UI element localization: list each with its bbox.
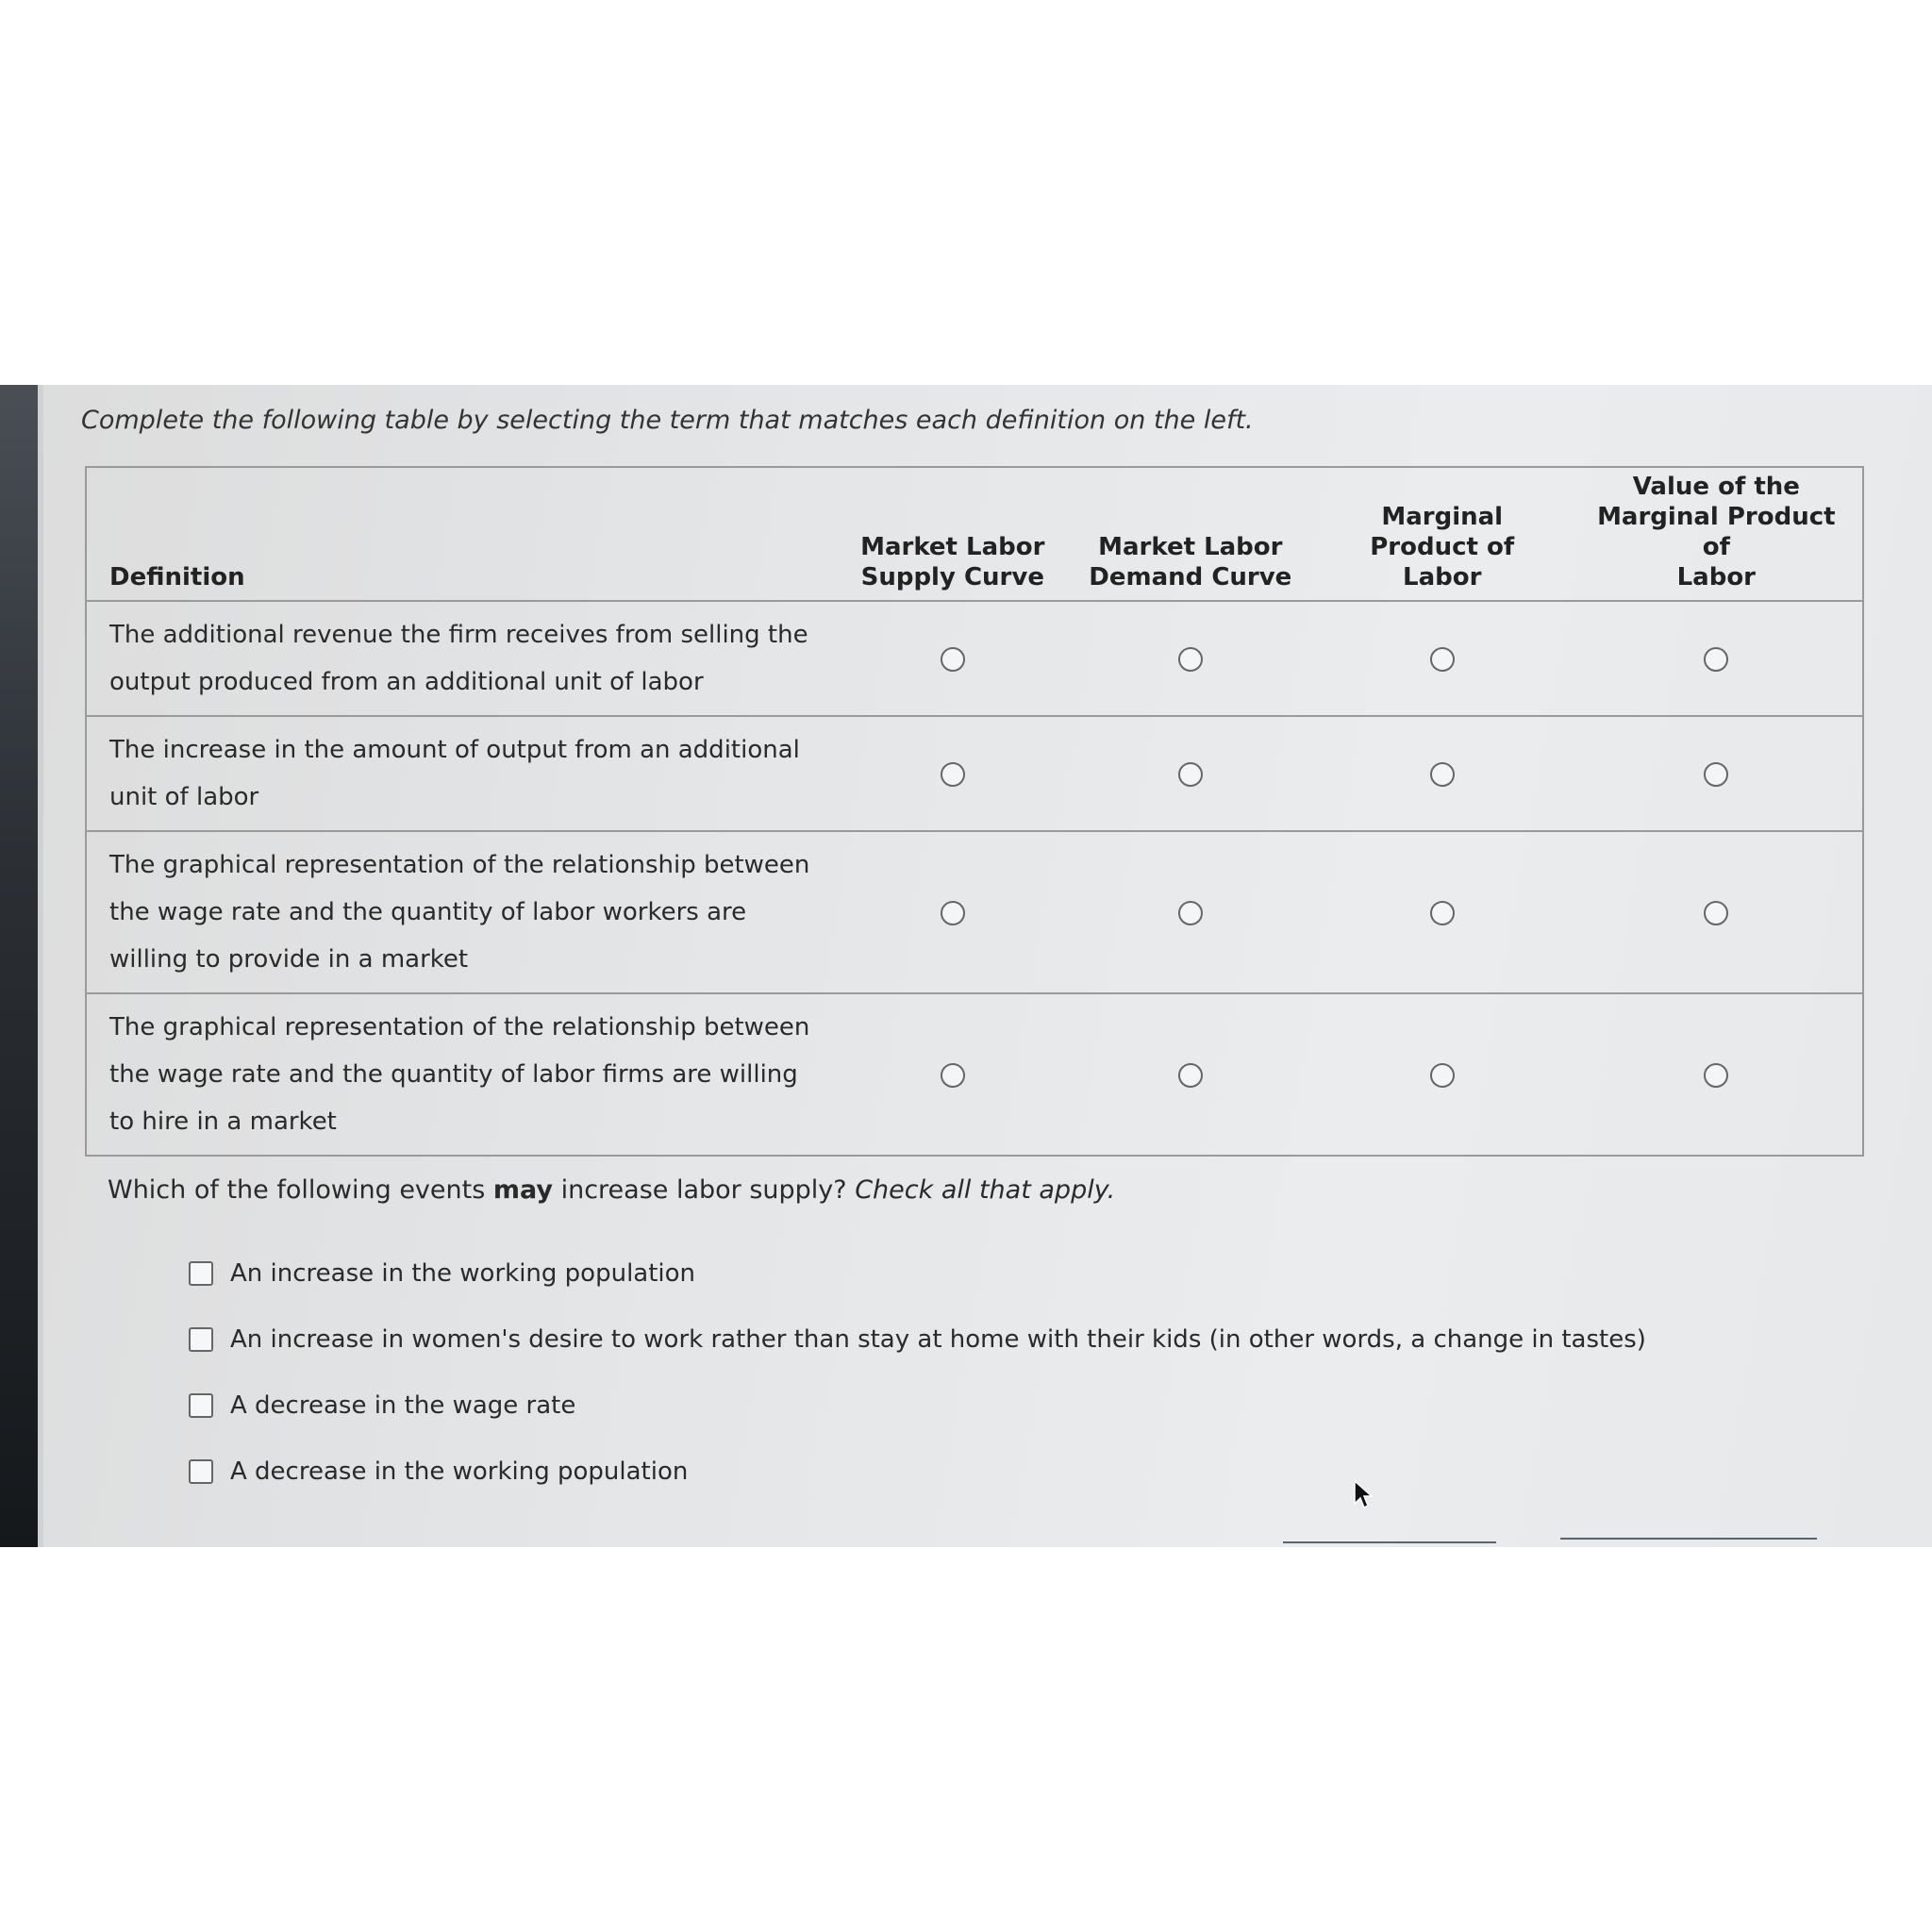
table-row <box>86 993 1863 1156</box>
column-header-line: Market Labor <box>1098 533 1283 561</box>
radio-marginal-product-row-2[interactable] <box>1430 762 1455 787</box>
radio-cell <box>1571 831 1863 993</box>
radio-cell <box>1067 716 1314 831</box>
question-emphasis: may <box>492 1175 553 1205</box>
radio-value-marginal-product-row-1[interactable] <box>1704 647 1728 672</box>
divider-line <box>1283 1541 1496 1543</box>
option-womens-desire-to-work[interactable] <box>189 1321 1646 1358</box>
option-label: An increase in women's desire to work rather than stay at home with their kids (in other words, a change in tastes) <box>230 1325 1646 1354</box>
radio-cell <box>839 716 1067 831</box>
radio-value-marginal-product-row-3[interactable] <box>1704 901 1728 925</box>
checkbox[interactable] <box>189 1459 213 1484</box>
column-header-line: Demand Curve <box>1089 563 1292 591</box>
radio-supply-curve-row-2[interactable] <box>941 762 965 787</box>
radio-demand-curve-row-1[interactable] <box>1178 647 1203 672</box>
column-header-line: Product of <box>1370 533 1515 561</box>
radio-cell <box>1314 993 1571 1156</box>
radio-cell <box>1571 601 1863 716</box>
column-header-line: Marginal Product of <box>1597 503 1836 561</box>
radio-supply-curve-row-4[interactable] <box>941 1063 965 1088</box>
column-header-line: Labor <box>1676 563 1757 591</box>
checkbox-options <box>189 1255 1646 1519</box>
column-header-demand-curve <box>1067 467 1314 601</box>
table-header-row <box>86 467 1863 601</box>
option-increase-working-population[interactable] <box>189 1255 1646 1292</box>
matching-table <box>85 466 1864 1157</box>
column-header-marginal-product <box>1314 467 1571 601</box>
column-header-value-marginal-product <box>1571 467 1863 601</box>
table-row <box>86 716 1863 831</box>
radio-cell <box>1067 601 1314 716</box>
table-row <box>86 601 1863 716</box>
option-label: A decrease in the working population <box>230 1457 689 1486</box>
question-text <box>108 1175 1115 1205</box>
definition-cell: The graphical representation of the relationship between the wage rate and the quantity of labor workers are willing to provide in a market <box>86 831 839 993</box>
radio-demand-curve-row-2[interactable] <box>1178 762 1203 787</box>
option-label: An increase in the working population <box>230 1259 696 1288</box>
column-header-line: Market Labor <box>860 533 1045 561</box>
screen-area <box>0 385 1932 1547</box>
radio-supply-curve-row-1[interactable] <box>941 647 965 672</box>
radio-cell <box>1571 716 1863 831</box>
question-instruction: Check all that apply. <box>855 1175 1116 1205</box>
instruction-text: Complete the following table by selecting the term that matches each definition on the left. <box>81 406 1254 435</box>
checkbox[interactable] <box>189 1261 213 1286</box>
definition-cell: The additional revenue the firm receives from selling the output produced from an additional unit of labor <box>86 601 839 716</box>
radio-cell <box>839 831 1067 993</box>
radio-cell <box>1067 993 1314 1156</box>
radio-supply-curve-row-3[interactable] <box>941 901 965 925</box>
table-row <box>86 831 1863 993</box>
definition-cell: The graphical representation of the relationship between the wage rate and the quantity of labor firms are willing to hire in a market <box>86 993 839 1156</box>
radio-cell <box>1314 831 1571 993</box>
radio-marginal-product-row-3[interactable] <box>1430 901 1455 925</box>
radio-cell <box>1571 993 1863 1156</box>
option-label: A decrease in the wage rate <box>230 1391 576 1420</box>
divider-line <box>1560 1538 1817 1540</box>
radio-demand-curve-row-3[interactable] <box>1178 901 1203 925</box>
radio-marginal-product-row-4[interactable] <box>1430 1063 1455 1088</box>
column-header-line: Supply Curve <box>860 563 1044 591</box>
definition-cell: The increase in the amount of output from an additional unit of labor <box>86 716 839 831</box>
mouse-pointer-icon <box>1353 1479 1374 1509</box>
column-header-line: Value of the <box>1632 473 1800 501</box>
checkbox[interactable] <box>189 1327 213 1352</box>
radio-cell <box>1067 831 1314 993</box>
question-middle: increase labor supply? <box>553 1175 856 1205</box>
monitor-bezel <box>0 385 43 1547</box>
radio-cell <box>839 993 1067 1156</box>
column-header-supply-curve <box>839 467 1067 601</box>
radio-cell <box>1314 601 1571 716</box>
radio-value-marginal-product-row-2[interactable] <box>1704 762 1728 787</box>
definition-header: Definition <box>86 467 839 601</box>
radio-marginal-product-row-1[interactable] <box>1430 647 1455 672</box>
radio-demand-curve-row-4[interactable] <box>1178 1063 1203 1088</box>
column-header-line: Labor <box>1403 563 1482 591</box>
question-prefix: Which of the following events <box>108 1175 493 1205</box>
column-header-line: Marginal <box>1381 503 1504 531</box>
option-decrease-wage-rate[interactable] <box>189 1387 1646 1424</box>
checkbox[interactable] <box>189 1393 213 1418</box>
radio-cell <box>839 601 1067 716</box>
radio-value-marginal-product-row-4[interactable] <box>1704 1063 1728 1088</box>
option-decrease-working-population[interactable] <box>189 1453 1646 1491</box>
radio-cell <box>1314 716 1571 831</box>
